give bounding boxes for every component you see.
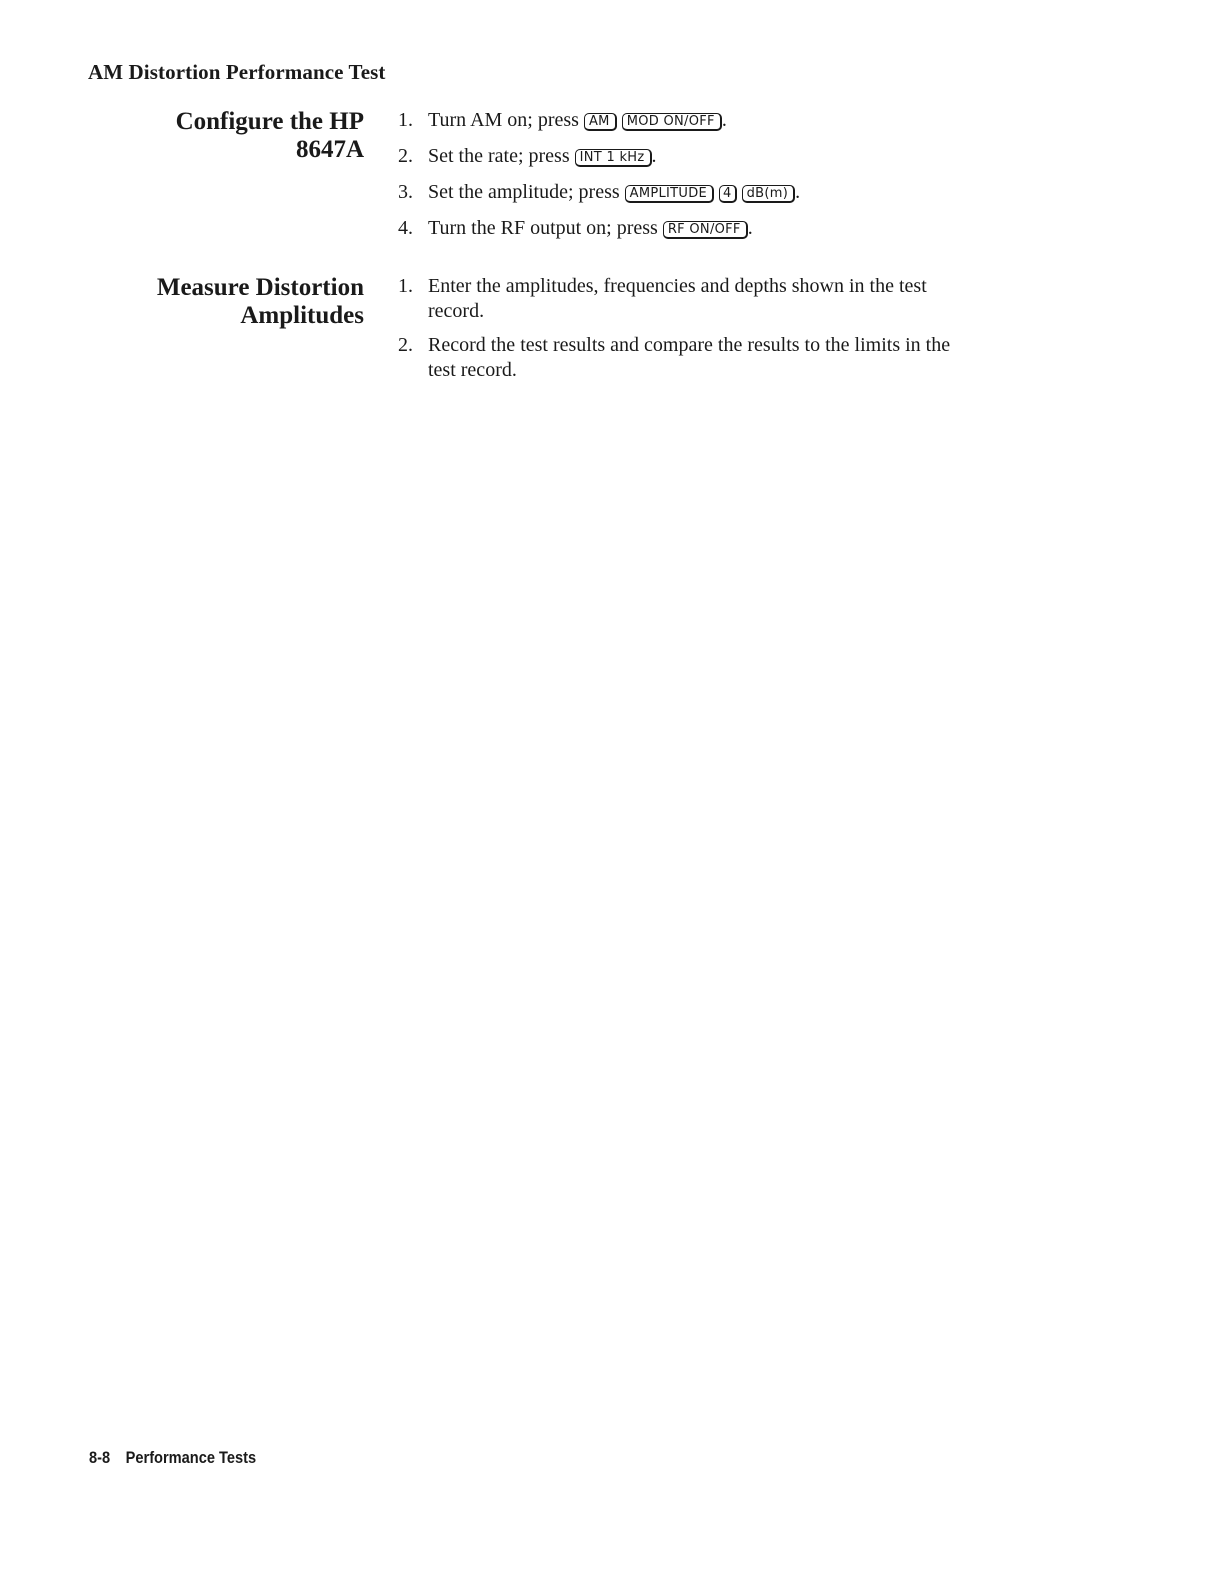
step <box>398 108 1068 133</box>
section-title-line: Measure Distortion <box>156 274 364 301</box>
step-number: 4. <box>398 217 413 239</box>
step-number: 1. <box>398 275 413 297</box>
step-number: 3. <box>398 181 413 203</box>
rf-on-off-key[interactable]: RF ON/OFF <box>663 221 748 239</box>
section-title <box>64 108 364 164</box>
am-key[interactable]: AM <box>584 113 617 131</box>
step-end: . <box>747 217 753 239</box>
amplitude-key[interactable]: AMPLITUDE <box>625 185 714 203</box>
steps-list <box>398 274 1068 383</box>
step-text: Set the rate; press <box>428 145 575 167</box>
int-1khz-key[interactable]: INT 1 kHz <box>575 149 652 167</box>
mod-on-off-key[interactable]: MOD ON/OFF <box>622 113 722 131</box>
page-footer <box>89 1448 256 1468</box>
section-title-line: 8647A <box>295 136 364 163</box>
step-end: . <box>721 109 727 131</box>
step-number: 2. <box>398 145 413 167</box>
step <box>398 274 1068 324</box>
step-text: record. <box>428 300 485 322</box>
digit-4-key[interactable]: 4 <box>719 185 737 203</box>
step <box>398 216 1068 241</box>
step <box>398 144 1068 169</box>
section-title-line: Amplitudes <box>240 302 364 329</box>
section-title <box>64 274 364 330</box>
step-text: Turn the RF output on; press <box>428 217 663 239</box>
dbm-key[interactable]: dB(m) <box>742 185 795 203</box>
running-head: AM Distortion Performance Test <box>88 60 386 84</box>
step-number: 1. <box>398 109 413 131</box>
step-text: Turn AM on; press <box>428 109 584 131</box>
step-text: Set the amplitude; press <box>428 181 625 203</box>
page-number: 8-8 <box>89 1448 111 1467</box>
step-end: . <box>795 181 801 203</box>
step-text: Record the test results and compare the results to the limits in the <box>428 334 951 356</box>
steps-list <box>398 108 1068 241</box>
step-number: 2. <box>398 334 413 356</box>
section-title-line: Configure the HP <box>175 108 364 135</box>
chapter-name: Performance Tests <box>125 1448 257 1467</box>
step-text: test record. <box>428 359 517 381</box>
step <box>398 180 1068 205</box>
step-text: Enter the amplitudes, frequencies and depths shown in the test <box>428 275 927 297</box>
step-end: . <box>651 145 657 167</box>
step <box>398 333 1068 383</box>
